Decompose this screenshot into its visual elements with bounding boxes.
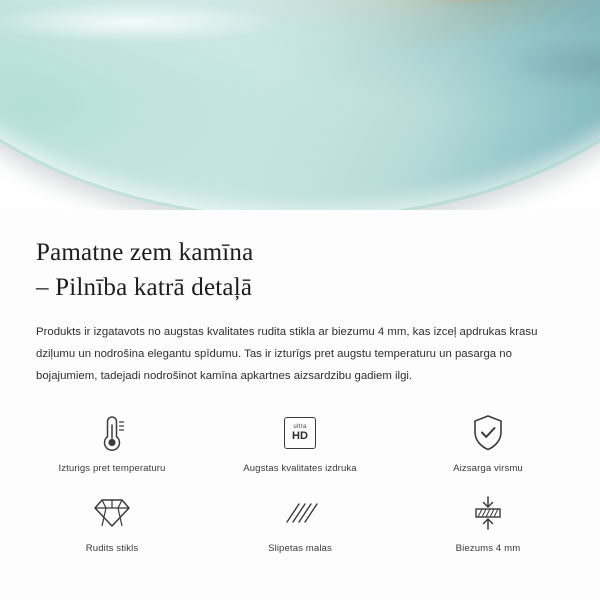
ultra-hd-badge-top: ultra xyxy=(293,423,307,430)
feature-row xyxy=(18,490,582,554)
feature-item-polished-edges xyxy=(210,490,390,554)
feature-item-temperature xyxy=(22,410,202,474)
feature-label: Rudits stikls xyxy=(85,542,139,554)
shield-check-icon xyxy=(398,410,578,456)
thermometer-icon xyxy=(22,410,202,456)
ultra-hd-badge-bottom: HD xyxy=(292,429,308,442)
feature-label: Augstas kvalitates izdruka xyxy=(243,462,357,474)
content-block xyxy=(0,210,600,388)
polished-edges-icon xyxy=(210,490,390,536)
hero-image xyxy=(0,0,600,210)
feature-label: Izturigs pret temperaturu xyxy=(58,462,166,474)
feature-label: Aizsarga virsmu xyxy=(453,462,523,474)
ultra-hd-icon xyxy=(210,410,390,456)
body-paragraph: Produkts ir izgatavots no augstas kvalitates rudita stikla ar biezumu 4 mm, kas izceļ apdrukas krasu dziļumu un nodrošina elegantu spīdumu. Tas ir izturīgs pret augstu temperaturu un pasarga no bojajumiem, tadejadi nodrošinot kamīna apkartnes aizsardzibu gadiem ilgi. xyxy=(36,326,538,383)
feature-item-tempered-glass xyxy=(22,490,202,554)
feature-item-thickness xyxy=(398,490,578,554)
feature-label: Biezums 4 mm xyxy=(455,542,521,554)
thickness-icon xyxy=(398,490,578,536)
diamond-icon xyxy=(22,490,202,536)
headline-line-2: – Pilnība katrā detaļā xyxy=(36,273,253,301)
feature-label: Slipetas malas xyxy=(268,542,332,554)
feature-row xyxy=(18,410,582,474)
glass-plate-image xyxy=(0,0,600,210)
feature-item-surface-protection xyxy=(398,410,578,474)
feature-item-print-quality xyxy=(210,410,390,474)
feature-grid xyxy=(0,410,600,554)
page-title xyxy=(36,236,564,305)
marble-pattern xyxy=(0,0,600,210)
headline-line-1: Pamatne zem kamīna xyxy=(36,239,254,266)
